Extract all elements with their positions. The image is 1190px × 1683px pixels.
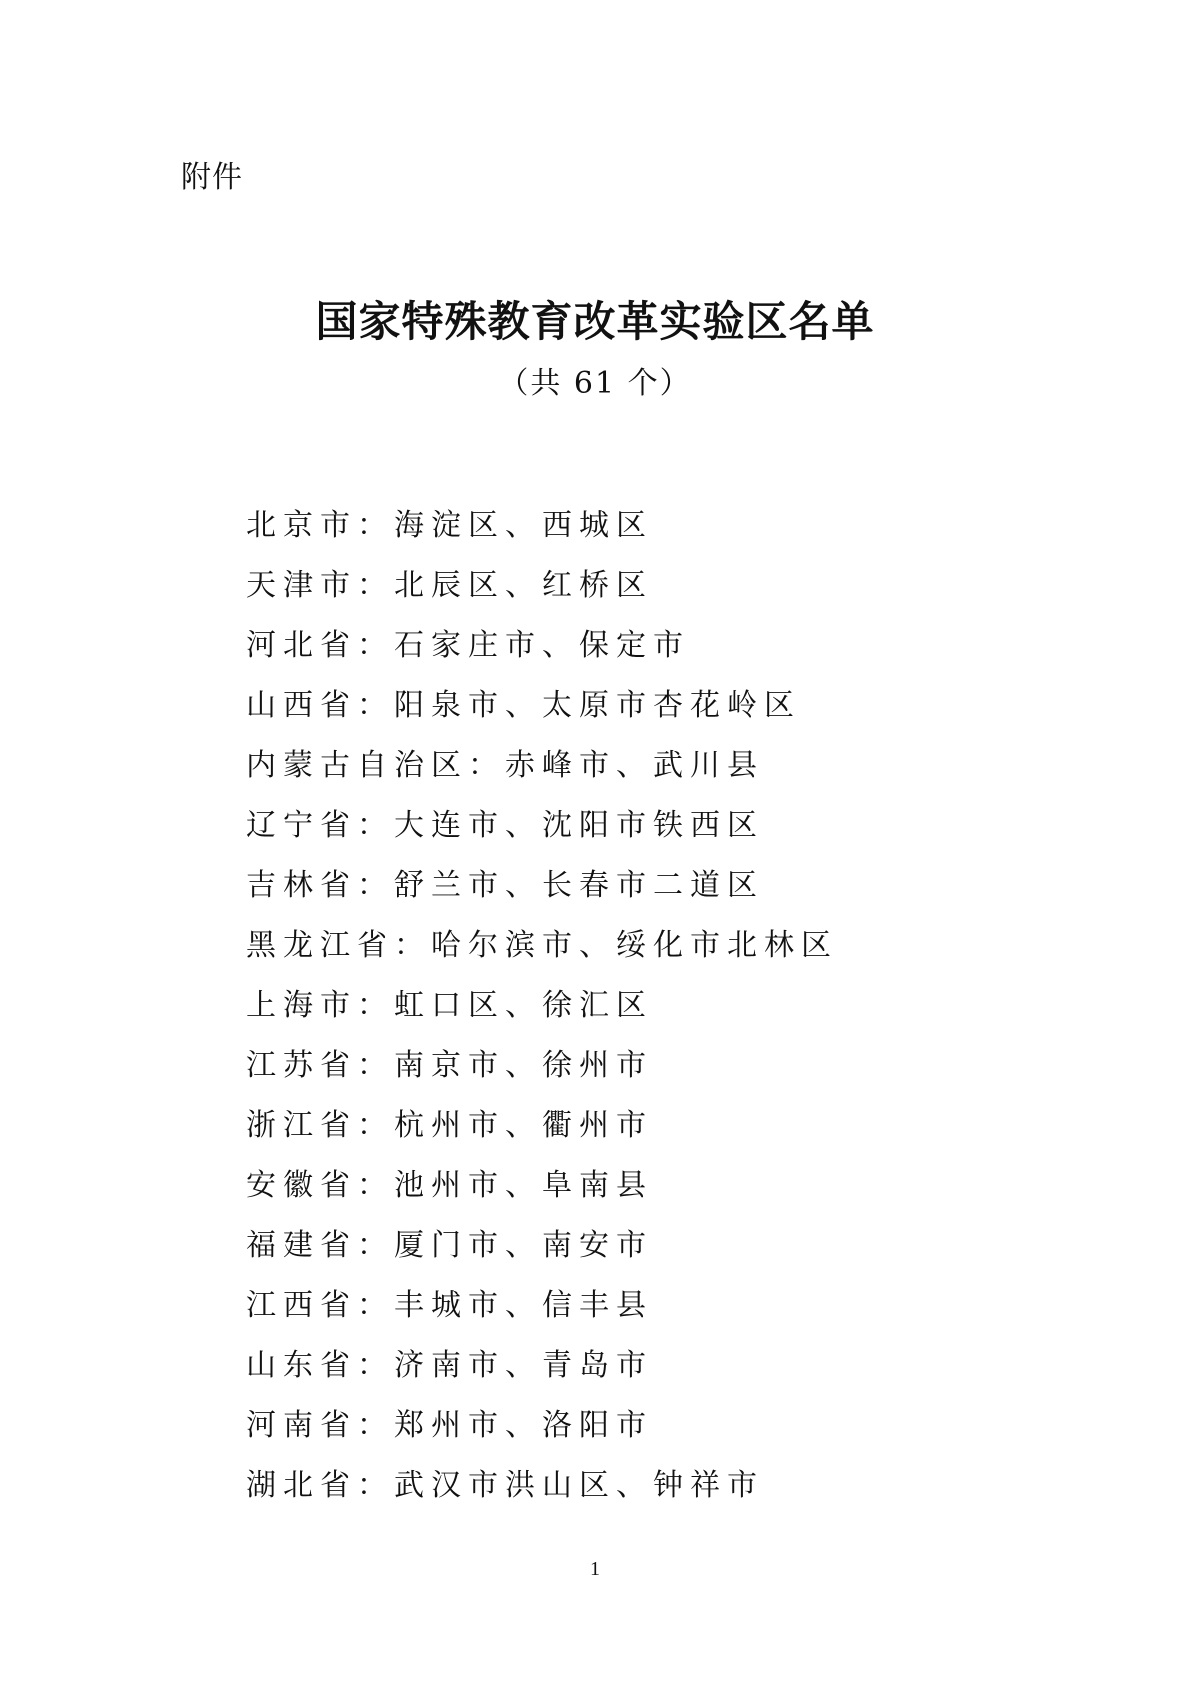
region-item: 湖北省：武汉市洪山区、钟祥市 [246, 1468, 764, 1503]
region-item: 吉林省：舒兰市、长春市二道区 [246, 868, 764, 903]
region-item: 河北省：石家庄市、保定市 [246, 628, 690, 663]
region-item: 山西省：阳泉市、太原市杏花岭区 [246, 688, 801, 723]
region-item: 内蒙古自治区：赤峰市、武川县 [246, 748, 764, 783]
region-item: 河南省：郑州市、洛阳市 [246, 1408, 653, 1443]
region-item: 天津市：北辰区、红桥区 [246, 568, 653, 603]
region-item: 上海市：虹口区、徐汇区 [246, 988, 653, 1023]
region-list [246, 496, 838, 1516]
document-title: 国家特殊教育改革实验区名单 [315, 297, 875, 346]
region-item: 江苏省：南京市、徐州市 [246, 1048, 653, 1083]
region-item: 江西省：丰城市、信丰县 [246, 1288, 653, 1323]
region-item: 黑龙江省：哈尔滨市、绥化市北林区 [246, 928, 838, 963]
attachment-label: 附件 [181, 160, 243, 195]
document-subtitle: （共 61 个） [498, 366, 692, 401]
page-number: 1 [590, 1558, 600, 1580]
region-item: 辽宁省：大连市、沈阳市铁西区 [246, 808, 764, 843]
region-item: 北京市：海淀区、西城区 [246, 508, 653, 543]
region-item: 浙江省：杭州市、衢州市 [246, 1108, 653, 1143]
region-item: 安徽省：池州市、阜南县 [246, 1168, 653, 1203]
region-item: 山东省：济南市、青岛市 [246, 1348, 653, 1383]
region-item: 福建省：厦门市、南安市 [246, 1228, 653, 1263]
